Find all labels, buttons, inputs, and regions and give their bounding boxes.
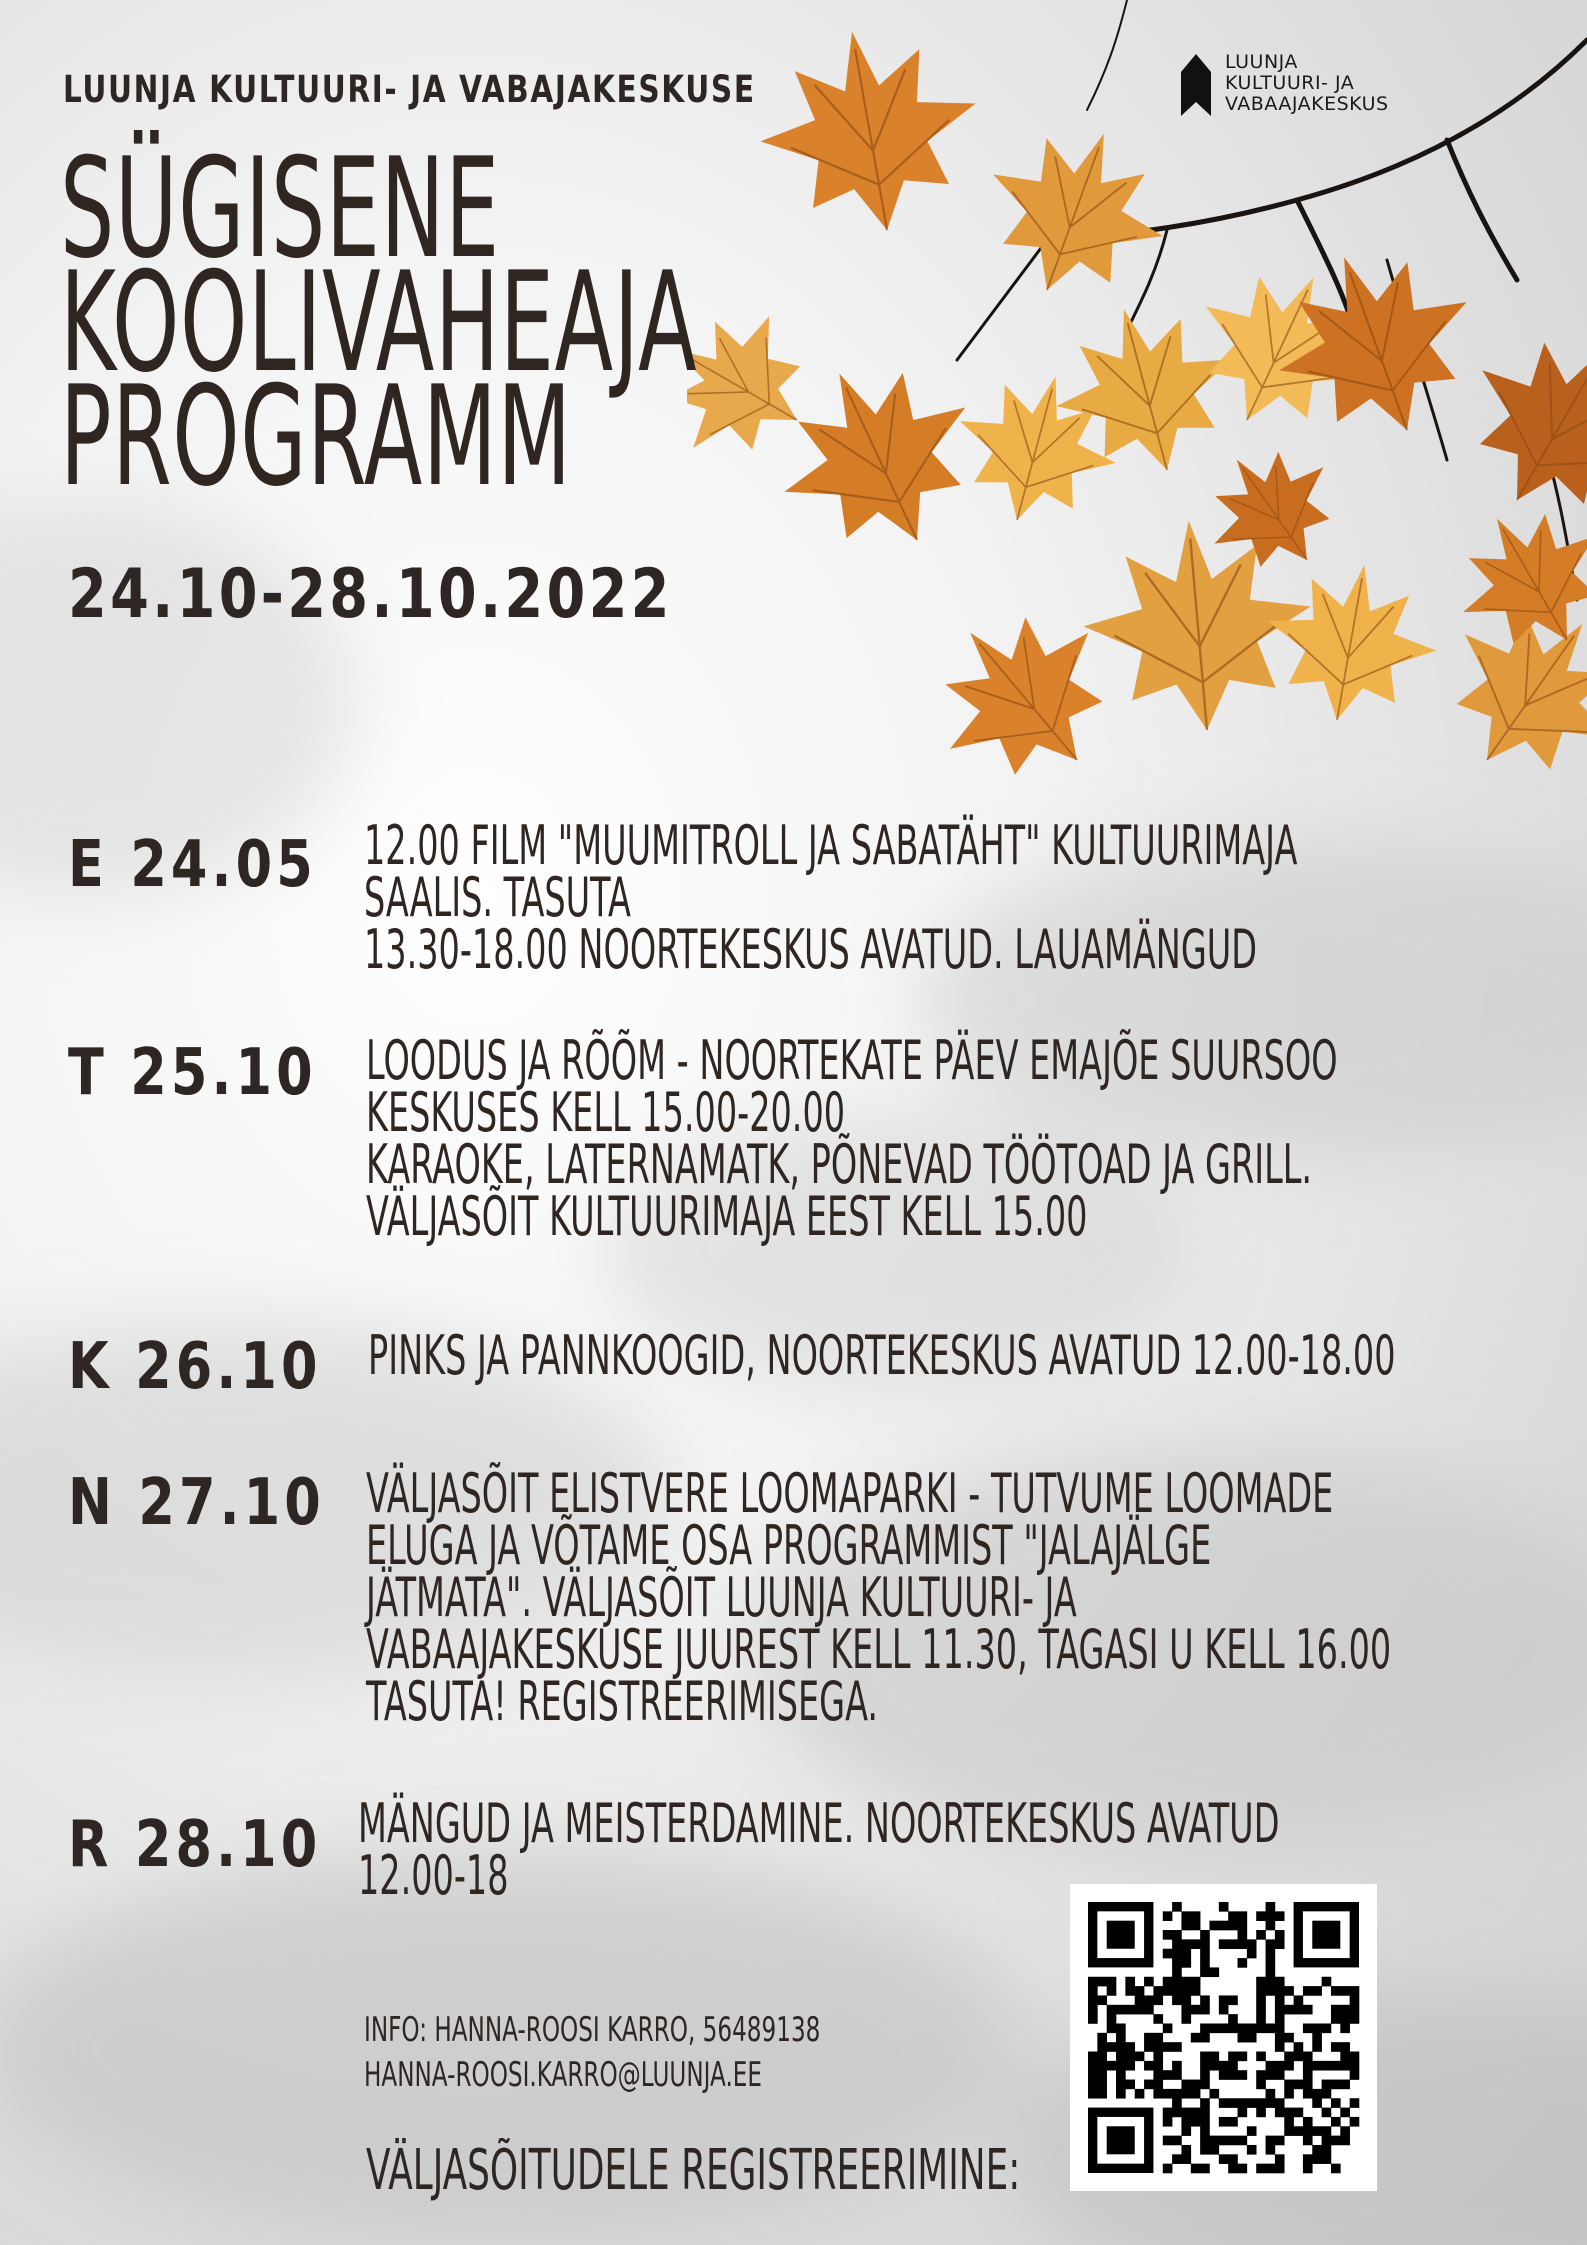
registration-qr-code[interactable] — [1070, 1884, 1377, 2191]
description-line: VÄLJASÕIT ELISTVERE LOOMAPARKI - TUTVUME LOOMADE — [366, 1462, 1334, 1525]
description-line: TASUTA! REGISTREERIMISEGA. — [366, 1670, 879, 1733]
logo-line: LUUNJA — [1225, 51, 1298, 73]
title-line: PROGRAMM — [60, 356, 572, 517]
description-line: 12.00-18 — [358, 1844, 509, 1907]
schedule-day-label: K 26.10 — [68, 1330, 322, 1404]
description-line: VABAAJAKESKUSE JUUREST KELL 11.30, TAGASI U KELL 16.00 — [366, 1618, 1392, 1681]
schedule-day-label: E 24.05 — [68, 828, 317, 902]
schedule-day-label: R 28.10 — [68, 1808, 322, 1882]
organizer-heading: LUUNJA KULTUURI- JA VABAJAKESKUSE — [63, 68, 756, 111]
logo-line: KULTUURI- JA — [1225, 72, 1355, 94]
logo-line: VABAAJAKESKUS — [1225, 93, 1389, 115]
schedule-day-description — [366, 1029, 1338, 1248]
house-arch-icon — [1181, 54, 1211, 116]
description-line: LOODUS JA RÕÕM - NOORTEKATE PÄEV EMAJÕE SUURSOO — [366, 1029, 1338, 1092]
description-line: ELUGA JA VÕTAME OSA PROGRAMMIST "JALAJÄLGE — [366, 1514, 1212, 1577]
description-line: 12.00 FILM "MUUMITROLL JA SABATÄHT" KULTUURIMAJA — [364, 814, 1298, 877]
description-line: JÄTMATA". VÄLJASÕIT LUUNJA KULTUURI- JA — [366, 1566, 1077, 1629]
title-line: KOOLIVAHEAJA — [60, 242, 698, 403]
description-line: VÄLJASÕIT KULTUURIMAJA EEST KELL 15.00 — [366, 1185, 1088, 1248]
event-dates: 24.10-28.10.2022 — [68, 555, 673, 634]
schedule-day-description — [368, 1324, 1396, 1387]
description-line: SAALIS. TASUTA — [364, 866, 631, 929]
organization-logo — [1181, 52, 1389, 116]
schedule-day-label: N 27.10 — [68, 1466, 325, 1540]
autumn-leaves-illustration — [687, 0, 1587, 920]
title-line: SÜGISENE — [60, 128, 500, 289]
description-line: KESKUSES KELL 15.00-20.00 — [366, 1081, 846, 1144]
schedule-day-label: T 25.10 — [68, 1036, 317, 1110]
description-line: KARAOKE, LATERNAMATK, PÕNEVAD TÖÖTOAD JA GRILL. — [366, 1133, 1313, 1196]
description-line: 13.30-18.00 NOORTEKESKUS AVATUD. LAUAMÄNGUD — [364, 918, 1258, 981]
schedule-day-description — [364, 814, 1298, 981]
schedule-day-description — [366, 1462, 1392, 1733]
contact-name-phone: INFO: HANNA-ROOSI KARRO, 56489138 — [364, 2010, 821, 2050]
contact-info — [364, 2008, 820, 2098]
page-title — [60, 128, 698, 517]
description-line: MÄNGUD JA MEISTERDAMINE. NOORTEKESKUS AVATUD — [358, 1792, 1280, 1855]
contact-email[interactable]: HANNA-ROOSI.KARRO@LUUNJA.EE — [364, 2055, 763, 2095]
registration-label: VÄLJASÕITUDELE REGISTREERIMINE: — [366, 2138, 1021, 2203]
description-line: PINKS JA PANNKOOGID, NOORTEKESKUS AVATUD 12.00-18.00 — [368, 1324, 1396, 1387]
